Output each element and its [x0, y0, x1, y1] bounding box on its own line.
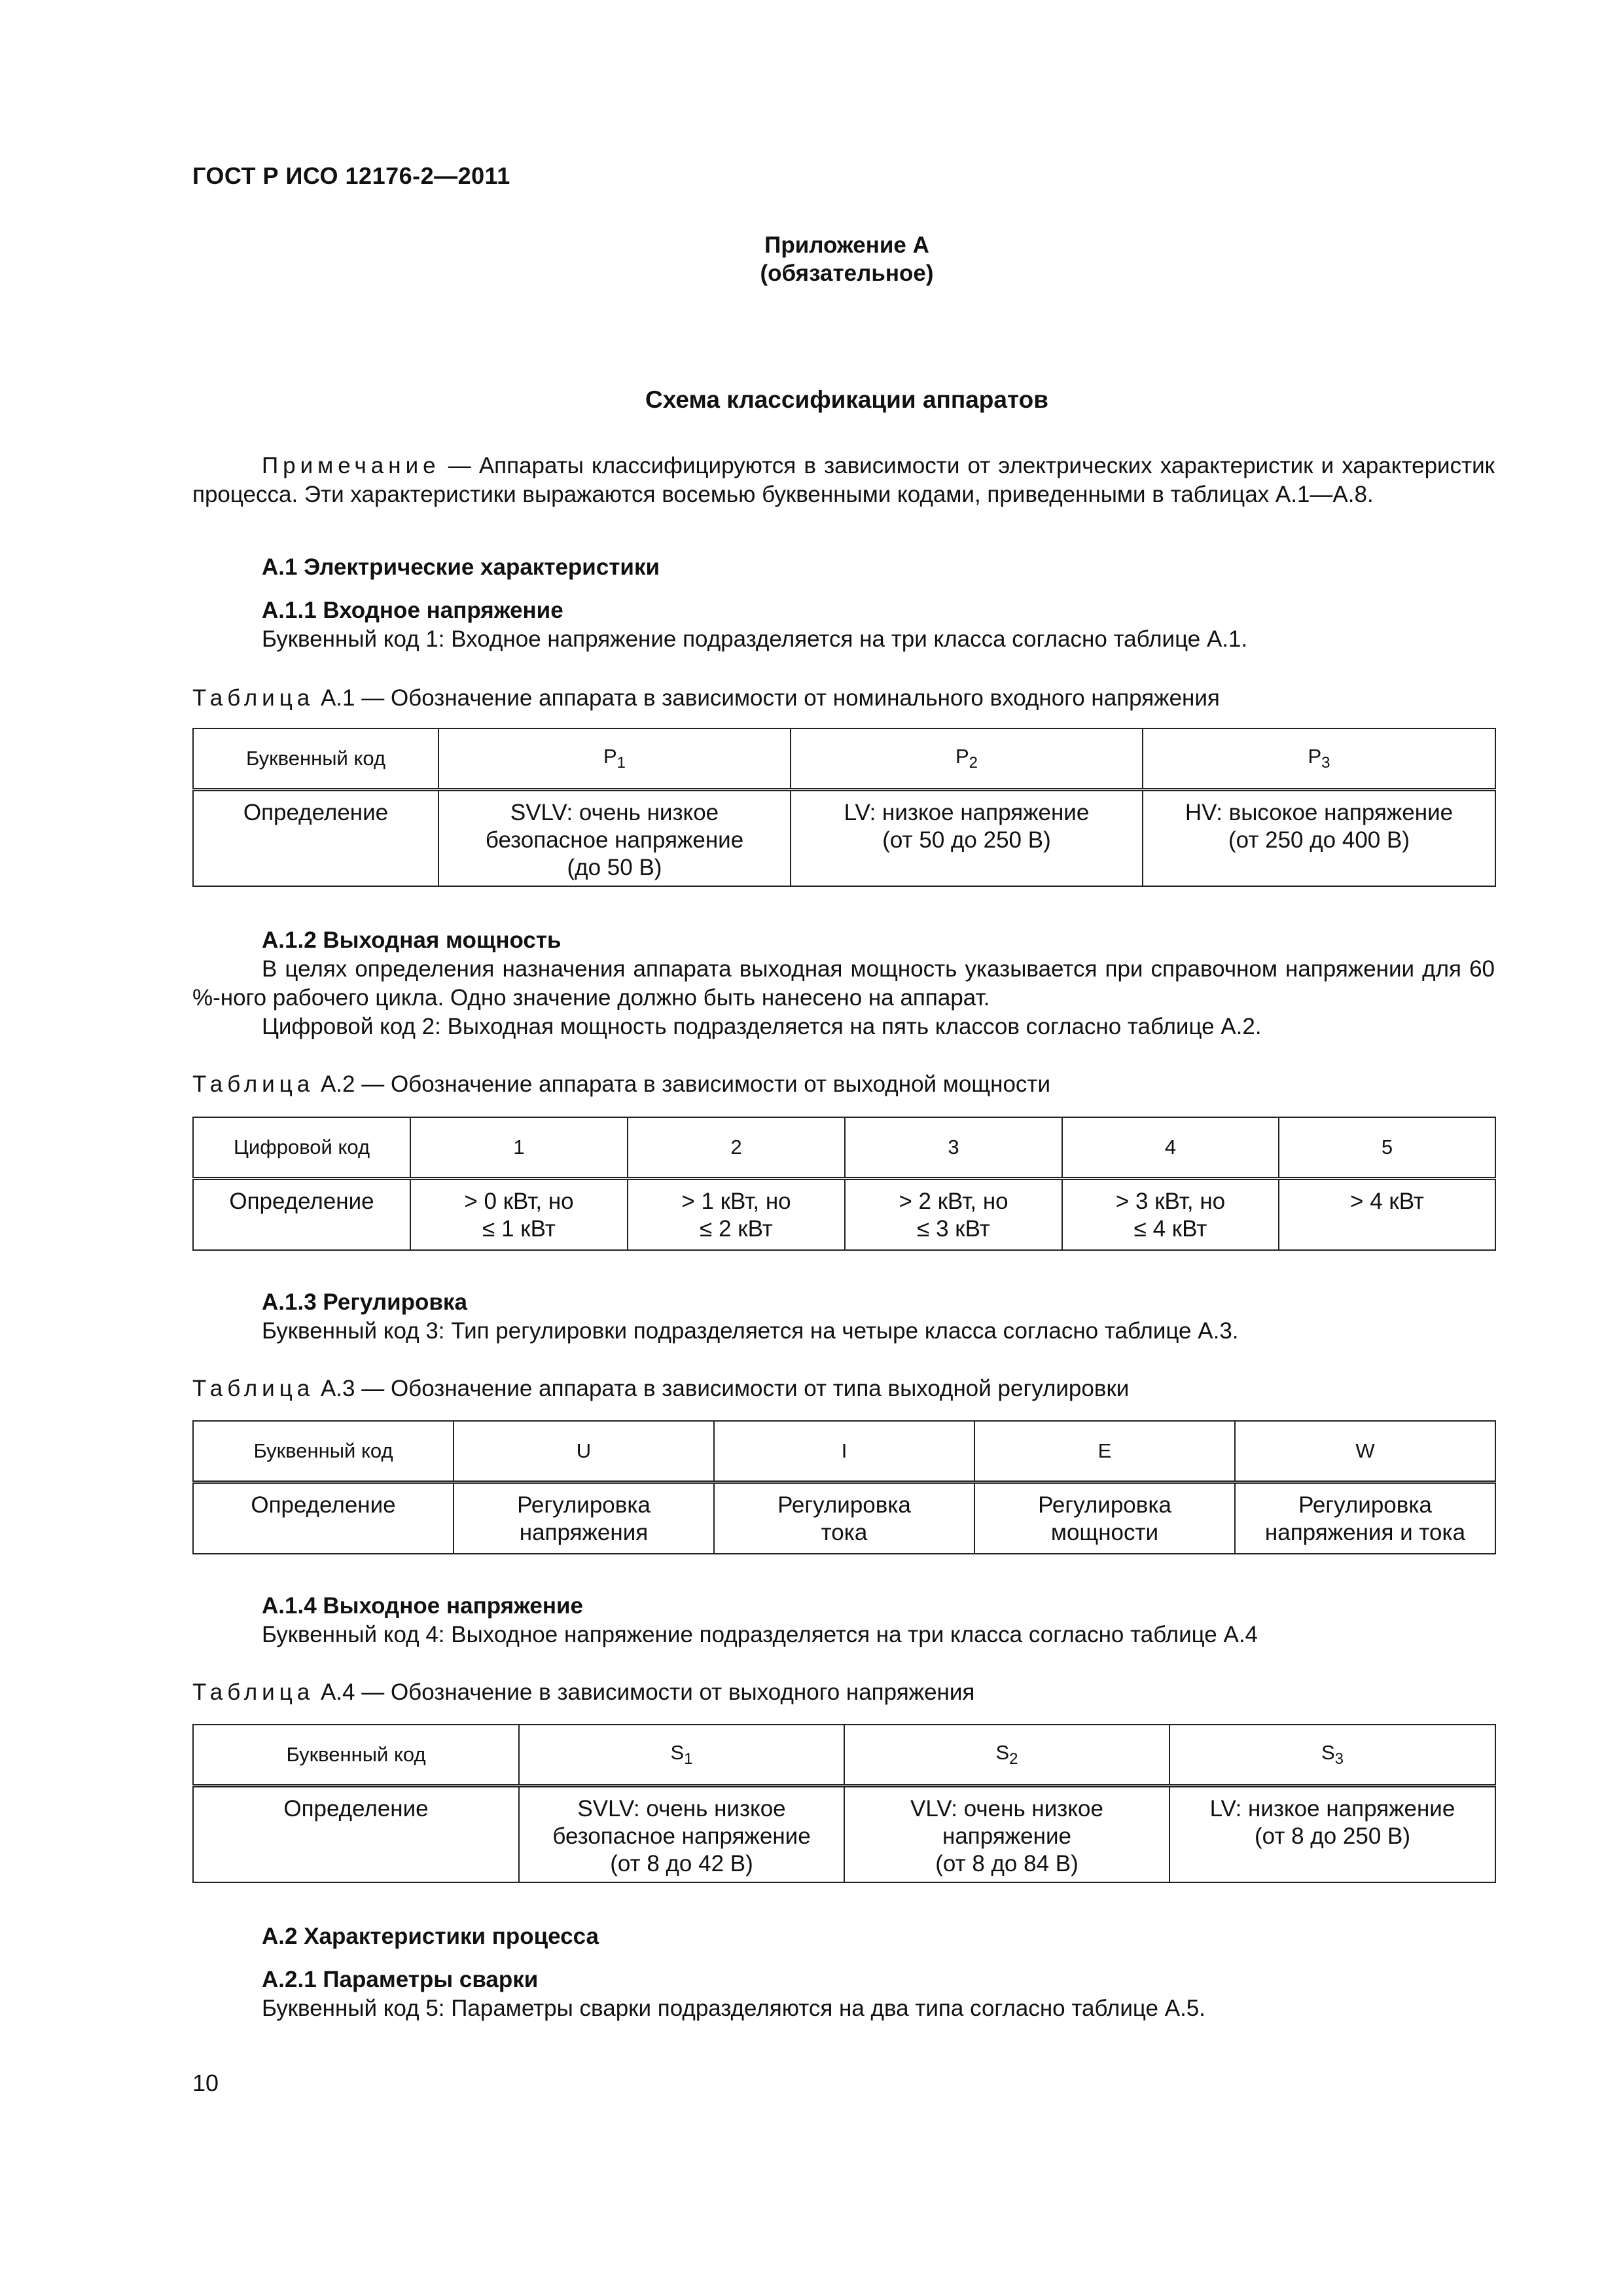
table-cell: Регулировка напряжения [454, 1482, 714, 1554]
header-cell: Цифровой код [193, 1117, 410, 1179]
heading-a12: А.1.2 Выходная мощность [262, 927, 562, 953]
caption-label: Таблица [192, 1071, 315, 1097]
table-cell: > 3 кВт, но ≤ 4 кВт [1062, 1179, 1279, 1251]
header-cell: U [454, 1421, 714, 1482]
header-cell: $P_2$ [791, 728, 1143, 790]
paragraph-a21: Буквенный код 5: Параметры сварки подразделяются на два типа согласно таблице А.5. [262, 1996, 1205, 2021]
caption-text: А.4 — Обозначение в зависимости от выходного напряжения [314, 1679, 975, 1705]
page-number: 10 [192, 2070, 219, 2096]
header-cell: 2 [628, 1117, 845, 1179]
header-cell: E [974, 1421, 1235, 1482]
table-row [193, 1179, 1495, 1251]
table-a3-caption [192, 1374, 1129, 1403]
table-row [193, 790, 1495, 887]
caption-text: А.1 — Обозначение аппарата в зависимости от номинального входного напряжения [314, 685, 1220, 711]
appendix-status: (обязательное) [760, 260, 934, 286]
heading-a14: А.1.4 Выходное напряжение [262, 1593, 584, 1619]
heading-a1: А.1 Электрические характеристики [262, 554, 660, 580]
caption-text: А.3 — Обозначение аппарата в зависимости от типа выходной регулировки [314, 1376, 1130, 1401]
table-cell: > 2 кВт, но ≤ 3 кВт [845, 1179, 1062, 1251]
header-cell: $P_3$ [1143, 728, 1495, 790]
caption-text: А.2 — Обозначение аппарата в зависимости от выходной мощности [314, 1071, 1051, 1097]
note-text: — Аппараты классифицируются в зависимости от электрических характеристик и характеристик процесса. Эти характеристики выражаются восемью буквенными кодами, приведенными в таблицах А.1—А.8. [192, 453, 1495, 507]
paragraph-a12-2: Цифровой код 2: Выходная мощность подразделяется на пять классов согласно таблице А.2. [262, 1014, 1262, 1039]
row-label: Определение [193, 1179, 410, 1251]
caption-label: Таблица [192, 685, 315, 711]
header-cell: 5 [1279, 1117, 1495, 1179]
table-cell: > 0 кВт, но ≤ 1 кВт [410, 1179, 628, 1251]
appendix-title: Приложение А [764, 232, 929, 258]
header-cell: $S_1$ [519, 1725, 844, 1786]
table-header-row [193, 1725, 1495, 1786]
heading-a13: А.1.3 Регулировка [262, 1289, 467, 1315]
heading-a2: А.2 Характеристики процесса [262, 1924, 599, 1949]
header-cell: 1 [410, 1117, 628, 1179]
paragraph-a14: Буквенный код 4: Выходное напряжение подразделяется на три класса согласно таблице А.4 [262, 1622, 1258, 1647]
table-cell: SVLV: очень низкое безопасное напряжение (от 8 до 42 В) [519, 1786, 844, 1883]
caption-label: Таблица [192, 1376, 315, 1401]
header-cell: W [1235, 1421, 1495, 1482]
table-row [193, 1482, 1495, 1554]
table-a2 [192, 1117, 1496, 1251]
table-cell: VLV: очень низкое напряжение (от 8 до 84 В) [844, 1786, 1169, 1883]
row-label: Определение [193, 1786, 519, 1883]
table-cell: LV: низкое напряжение (от 50 до 250 В) [791, 790, 1143, 887]
header-cell: 3 [845, 1117, 1062, 1179]
row-label: Определение [193, 790, 438, 887]
table-cell: > 1 кВт, но ≤ 2 кВт [628, 1179, 845, 1251]
table-cell: Регулировка тока [714, 1482, 974, 1554]
header-cell: I [714, 1421, 974, 1482]
table-header-row [193, 1117, 1495, 1179]
section-title: Схема классификации аппаратов [645, 386, 1048, 413]
table-a4 [192, 1724, 1496, 1883]
heading-a21: А.2.1 Параметры сварки [262, 1967, 539, 1992]
table-header-row [193, 1421, 1495, 1482]
heading-a11: А.1.1 Входное напряжение [262, 598, 563, 623]
header-cell: $S_3$ [1169, 1725, 1495, 1786]
header-cell: Буквенный код [193, 1725, 519, 1786]
table-cell: LV: низкое напряжение (от 8 до 250 В) [1169, 1786, 1495, 1883]
table-cell: HV: высокое напряжение (от 250 до 400 В) [1143, 790, 1495, 887]
table-a2-caption [192, 1070, 1050, 1099]
table-a1 [192, 728, 1496, 887]
header-cell: $S_2$ [844, 1725, 1169, 1786]
table-cell: Регулировка напряжения и тока [1235, 1482, 1495, 1554]
table-a3 [192, 1420, 1496, 1554]
table-a4-caption [192, 1678, 974, 1707]
row-label: Определение [193, 1482, 454, 1554]
table-row [193, 1786, 1495, 1883]
table-cell: Регулировка мощности [974, 1482, 1235, 1554]
note-label: Примечание [262, 453, 440, 478]
table-a1-caption [192, 684, 1220, 713]
header-cell: $P_1$ [438, 728, 791, 790]
paragraph-a12-1: В целях определения назначения аппарата выходная мощность указывается при справочном напряжении для 60 %-ного рабочего цикла. Одно значение должно быть нанесено на аппарат. [192, 956, 1495, 1011]
table-header-row [193, 728, 1495, 790]
paragraph-a13: Буквенный код 3: Тип регулировки подразделяется на четыре класса согласно таблице А.3. [262, 1318, 1239, 1344]
header-cell: 4 [1062, 1117, 1279, 1179]
note-paragraph [192, 452, 1495, 509]
table-cell: SVLV: очень низкое безопасное напряжение (до 50 В) [438, 790, 791, 887]
header-cell: Буквенный код [193, 728, 438, 790]
table-cell: > 4 кВт [1279, 1179, 1495, 1251]
document-header: ГОСТ Р ИСО 12176-2—2011 [192, 162, 510, 189]
caption-label: Таблица [192, 1679, 315, 1705]
paragraph-a11: Буквенный код 1: Входное напряжение подразделяется на три класса согласно таблице А.1. [262, 626, 1248, 652]
header-cell: Буквенный код [193, 1421, 454, 1482]
